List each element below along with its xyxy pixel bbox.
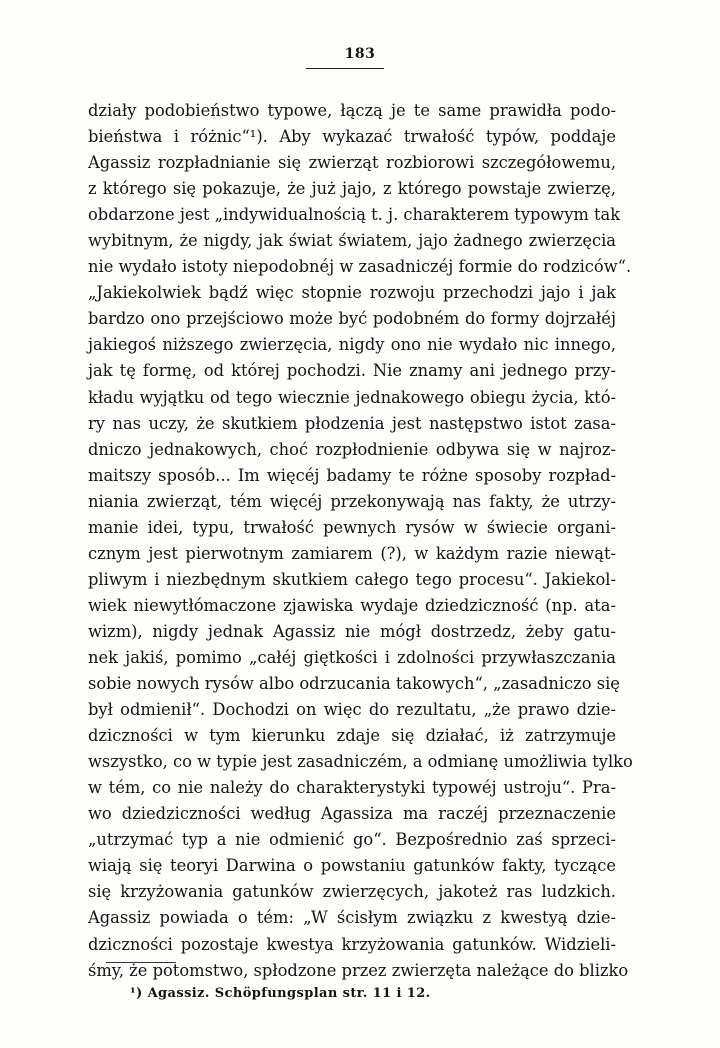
text-line: obdarzone jest „indywidualnością t. j. charakterem typowym tak (88, 205, 621, 225)
text-line: bieństwa i różnic“¹). Aby wykazać trwałość typów, poddaje (88, 127, 616, 147)
text-line: wiają się teoryi Darwina o powstaniu gatunków fakty, tyczące (88, 856, 616, 876)
text-line: nek jakiś, pomimo „całéj giętkości i zdolności przywłaszczania (88, 647, 616, 667)
text-line: jakiegoś niższego zwierzęcia, nigdy ono nie wydało nic innego, (88, 335, 616, 355)
text-line: pliwym i niezbędnym skutkiem całego tego procesu“. Jakiekol- (88, 569, 616, 589)
text-line: niania zwierząt, tém więcéj przekonywają nas fakty, że utrzy- (88, 491, 616, 511)
text-line: sobie nowych rysów albo odrzucania takowych“, „zasadniczo się (88, 674, 620, 694)
text-line: był odmienił“. Dochodzi on więc do rezultatu, „że prawo dzie- (88, 700, 616, 720)
text-line: nie wydało istoty niepodobnéj w zasadniczéj formie do rodziców“. (88, 257, 632, 277)
footnote-rule (106, 962, 176, 963)
text-line: dniczo jednakowych, choć rozpłodnienie odbywa się w najroz- (88, 439, 616, 459)
text-line: wizm), nigdy jednak Agassiz nie mógł dostrzedz, żeby gatu- (88, 621, 616, 641)
text-line: dziczności w tym kierunku zdaje się działać, iż zatrzymuje (88, 726, 616, 746)
text-line: z którego się pokazuje, że już jajo, z którego powstaje zwierzę, (88, 179, 616, 199)
page-number: 183 (344, 46, 376, 62)
text-line: wo dziedziczności według Agassiza ma raczéj przeznaczenie (88, 804, 616, 824)
text-line: „utrzymać typ a nie odmienić go“. Bezpośrednio zaś sprzeci- (88, 830, 616, 850)
text-line: dziczności pozostaje kwestya krzyżowania gatunków. Widzieli- (88, 934, 616, 954)
body-text (88, 98, 633, 984)
text-line: „Jakiekolwiek bądź więc stopnie rozwoju przechodzi jajo i jak (88, 283, 616, 303)
text-line: kładu wyjątku od tego wiecznie jednakowego obiegu życia, któ- (88, 387, 616, 407)
header-rule (306, 68, 384, 69)
text-line: bardzo ono przejściowo może być podobném do formy dojrzałéj (88, 309, 616, 329)
text-line: ry nas uczy, że skutkiem płodzenia jest następstwo istot zasa- (88, 413, 616, 433)
text-line: w tém, co nie należy do charakterystyki typowéj ustroju“. Pra- (88, 778, 616, 798)
text-line: maitszy sposób... Im więcéj badamy te różne sposoby rozpład- (88, 465, 616, 485)
text-line: wszystko, co w typie jest zasadniczém, a odmianę umożliwia tylko (88, 752, 633, 772)
text-line: działy podobieństwo typowe, łączą je te same prawidła podo- (88, 101, 616, 120)
text-line: wybitnym, że nigdy, jak świat światem, jajo żadnego zwierzęcia (88, 231, 616, 251)
text-line: Agassiz rozpładnianie się zwierząt rozbiorowi szczegółowemu, (88, 153, 616, 173)
footnote: ¹) Agassiz. Schöpfungsplan str. 11 i 12. (130, 986, 431, 1001)
text-line: śmy, że potomstwo, spłodzone przez zwierzęta należące do blizko (88, 960, 629, 980)
text-line: się krzyżowania gatunków zwierzęcych, jakoteż ras ludzkich. (88, 882, 616, 902)
text-line: cznym jest pierwotnym zamiarem (?), w każdym razie niewąt- (88, 543, 616, 563)
text-line: manie idei, typu, trwałość pewnych rysów w świecie organi- (88, 517, 616, 537)
text-line: jak tę formę, od której pochodzi. Nie znamy ani jednego przy- (88, 361, 616, 381)
text-line: Agassiz powiada o tém: „W ścisłym związku z kwestyą dzie- (88, 908, 616, 928)
text-line: wiek niewytłómaczone zjawiska wydaje dziedziczność (np. ata- (88, 595, 616, 615)
